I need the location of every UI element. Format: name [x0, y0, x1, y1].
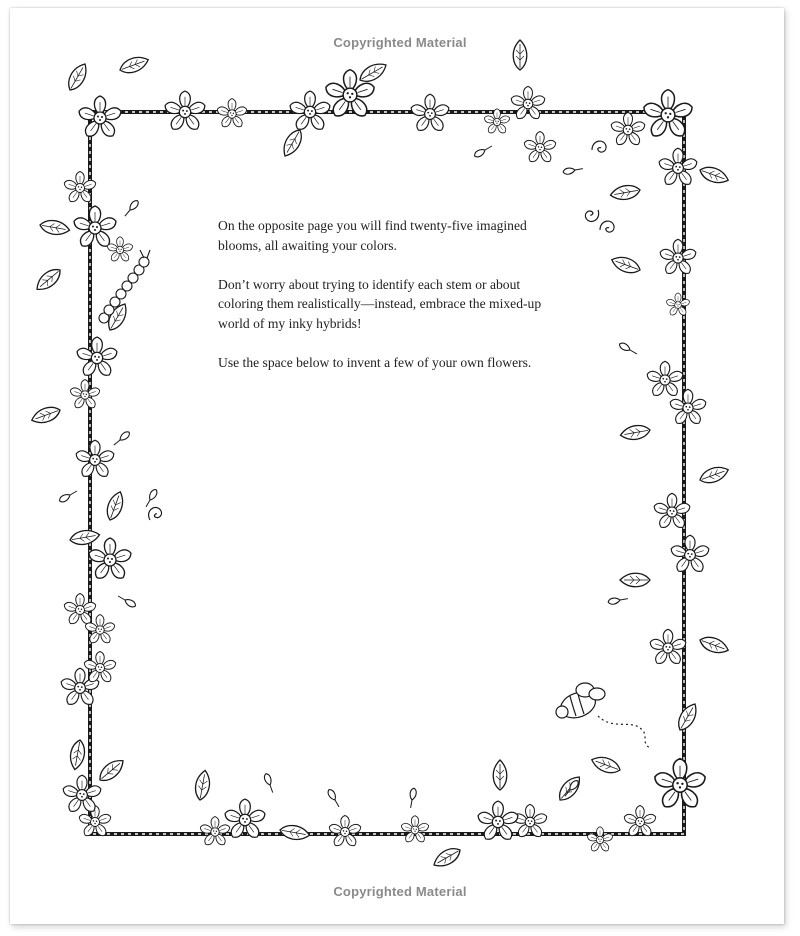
- paragraph-dont-worry: Don’t worry about trying to identify each stem or about coloring them realistically—instead, embrace the mixed-up world of my inky hybrids!: [218, 276, 542, 331]
- border-flowers: [60, 70, 711, 853]
- instruction-text: [218, 216, 568, 392]
- copyright-watermark-top: Copyrighted Material: [333, 35, 467, 50]
- border-leaves: [29, 40, 730, 871]
- paragraph-invent-flowers: Use the space below to invent a few of your own flowers.: [218, 354, 532, 370]
- copyright-watermark-bottom: Copyrighted Material: [333, 884, 467, 899]
- paragraph-opposite-page: On the opposite page you will find twenty-five imagined blooms, all awaiting your colors.: [218, 218, 527, 253]
- bee: [556, 683, 650, 748]
